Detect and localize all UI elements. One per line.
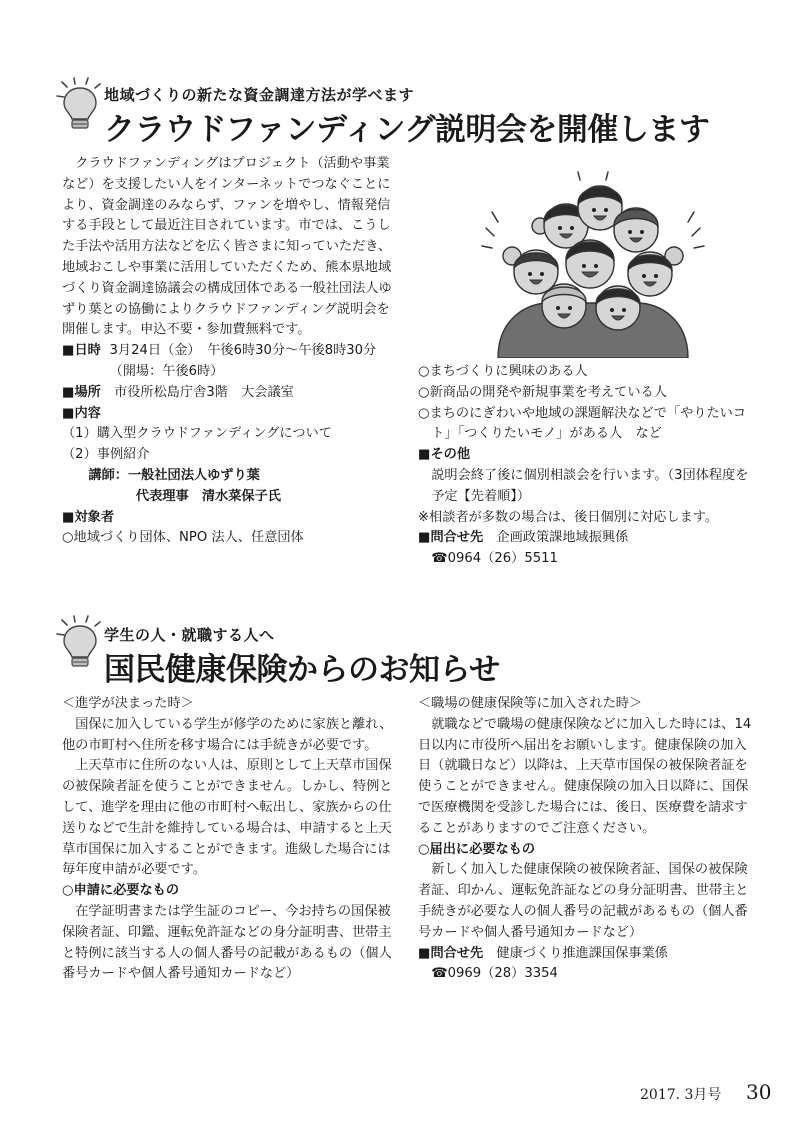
lightbulb-icon [54,76,106,132]
right-heading: ＜職場の健康保険等に加入された時＞ [418,696,643,711]
section1-title: クラウドファンディング説明会を開催します [104,112,710,148]
other-label: ■その他 [418,447,471,463]
section2-subtitle: 学生の人・就職する人へ [104,626,275,644]
target-item-1: ○地域づくり団体、NPO 法人、任意団体 [62,530,304,546]
section1-subtitle: 地域づくりの新たな資金調達方法が学べます [104,86,415,104]
left-p1: 国保に加入している学生が修学のために家族と離れ、他の市町村へ住所を移す場合には手続きが必要です。 [62,716,393,753]
contact1-label: ■問合せ先 [418,530,484,546]
left-need-label: ○申請に必要なもの [62,883,180,899]
content-label: ■内容 [62,405,101,421]
other-text: 説明会終了後に個別相談会を行います。（3団体程度を予定【先着順】） [431,467,749,504]
page-number: 30 [746,1080,772,1104]
lightbulb-icon [54,614,106,670]
left-p2: 上天草市に住所のない人は、原則として上天草市国保の被保険者証を使うことができません。しかし、特例として、進学を理由に他の市町村へ転出し、家族からの仕送りなどで生計を維持している場合は、申請すると上天草市国保に加入することができます。進級した場合には毎年度申請が必要です。 [62,758,393,878]
target-label: ■対象者 [62,509,115,525]
target-item-3: ○新商品の開発や新規事業を考えている人 [418,384,667,400]
other-note: ※相談者が多数の場合は、後日個別に対応します。 [418,509,719,525]
right-need-label: ○届出に必要なもの [418,841,536,857]
contact1-dept: 企画政策課地域振興係 [496,530,629,546]
right-p1: 就職などで職場の健康保険などに加入した時には、14日以内に市役所へ届出をお願いします。健康保険の加入日（就職日など）以降は、上天草市国保の被保険者証を使うことができません。健康保険の加入日以降に、国保で医療機関を受診した場合には、後日、医療費を請求することがありますのでご注意ください。 [418,716,752,836]
left-need-text: 在学証明書または学生証のコピー、今お持ちの国保被保険者証、印鑑、運転免許証などの身分証明書、世帯主と特例に該当する人の個人番号の記載があるもの（個人番号カードや個人番号通知カードなど） [62,903,392,982]
contact2-dept: 健康づくり推進課国保事業係 [496,945,668,961]
section1-right-block [418,362,756,570]
contact1-phone: ☎0964（26）5511 [431,551,558,567]
lecturer-line1: 講師：一般社団法人ゆずり葉 [88,467,260,483]
lecturer-line2: 代表理事 清水菜保子氏 [135,488,281,504]
place-value: 市役所松島庁舎3階 大会議室 [114,384,294,400]
place-label: ■場所 [62,384,101,400]
section2-left-block [62,694,400,985]
footer-issue: 2017. 3月号 [640,1087,722,1103]
cheering-people-illustration [478,168,708,358]
right-need-text: 新しく加入した健康保険の被保険者証、国保の被保険者証、印かん、運転免許証などの身分証明書、世帯主と手続きが必要な人の個人番号の記載があるもの（個人番号カードや個人番号通知カードなど） [418,862,749,940]
datetime-label: ■日時 [62,343,101,359]
target-item-4: ○まちのにぎわいや地域の課題解決などで「やりたいコト」「つくりたいモノ」がある人 など [418,405,747,442]
contact2-phone: ☎0969（28）3354 [431,966,558,982]
section2-title: 国民健康保険からのお知らせ [104,652,500,688]
content-item-2: （2）事例紹介 [62,447,150,463]
datetime-value: 3月24日（金） 午後6時30分～午後8時30分（開場：午後6時） [109,343,377,379]
section2-right-block [418,694,756,985]
content-item-1: （1）購入型クラウドファンディングについて [62,426,332,442]
target-item-2: ○まちづくりに興味のある人 [418,364,588,379]
contact2-label: ■問合せ先 [418,945,484,961]
left-heading: ＜進学が決まった時＞ [62,696,194,711]
section1-intro: クラウドファンディングはプロジェクト（活動や事業など）を支援したい人をインターネットでつなぐことにより、資金調達のみならず、ファンを増やし、情報発信する手段として最近注目されています。市では、こうした手法や活用方法などを広く皆さまに知っていただき、地域おこしや事業に活用していただくため、熊本県地域づくり資金調達協議会の構成団体である一般社団法人ゆずり葉との協働によりクラウドファンディング説明会を開催します。申込不要・参加費無料です。 [62,156,392,338]
section1-intro-block [62,154,400,549]
